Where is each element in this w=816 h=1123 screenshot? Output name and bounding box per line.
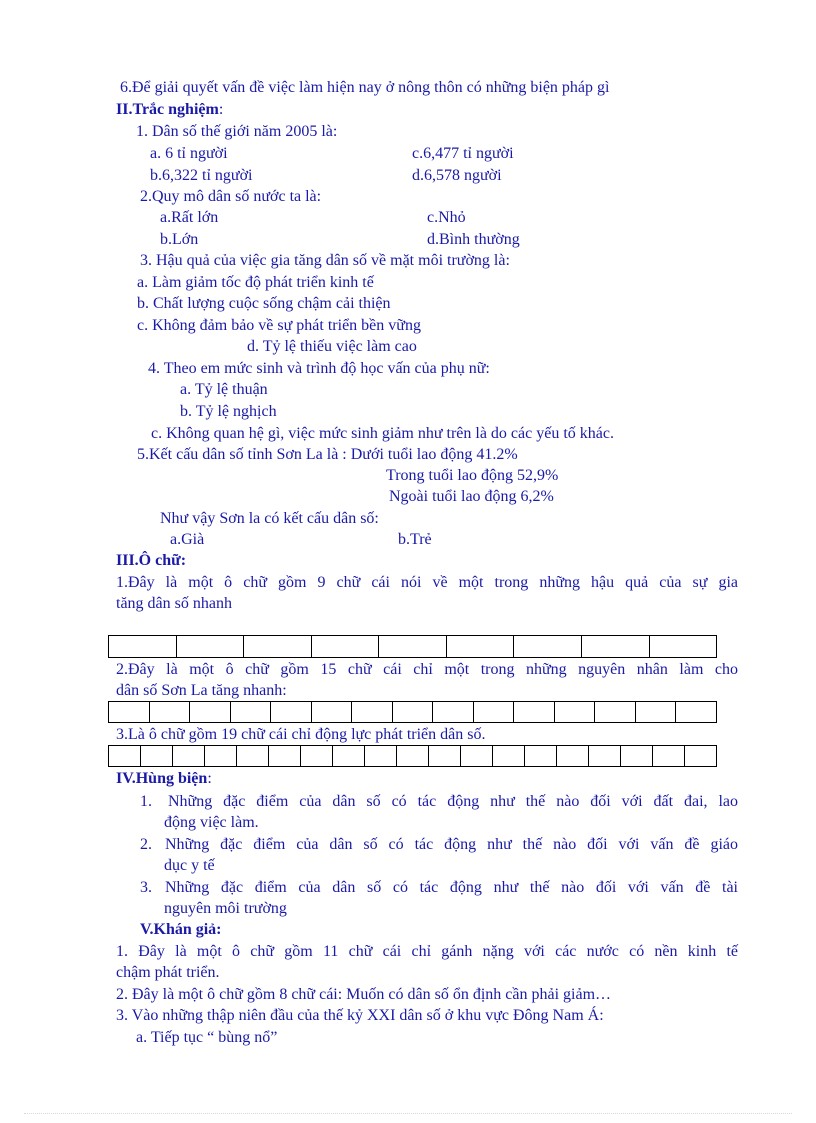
crossword-2-line-1: 2.Đây là một ô chữ gồm 15 chữ cái chỉ một trong những nguyên nhân làm cho	[116, 661, 738, 678]
mc2-option-c: c.Nhỏ	[427, 209, 466, 226]
section-2-colon: :	[218, 101, 224, 118]
crossword-cell[interactable]	[379, 636, 447, 657]
mc3-option-b: b. Chất lượng cuộc sống chậm cải thiện	[137, 295, 391, 312]
mc5-conclusion: Như vậy Sơn la có kết cấu dân số:	[160, 510, 379, 527]
mc1-option-a: a. 6 tỉ người	[150, 145, 228, 162]
crossword-cell[interactable]	[109, 636, 177, 657]
debate-3-line-1: Những đặc điểm của dân số có tác động như thế nào đối với vấn đề tài	[165, 879, 738, 896]
crossword-cell[interactable]	[301, 746, 333, 766]
crossword-cell[interactable]	[141, 746, 173, 766]
crossword-cell[interactable]	[514, 702, 555, 722]
debate-1-number: 1.	[140, 793, 152, 810]
crossword-cell[interactable]	[244, 636, 312, 657]
crossword-cell[interactable]	[557, 746, 589, 766]
mc1-option-c: c.6,477 tỉ người	[412, 145, 514, 162]
crossword-1-line-1: 1.Đây là một ô chữ gồm 9 chữ cái nói về một trong những hậu quả của sự gia	[116, 574, 738, 591]
section-4-heading	[116, 769, 212, 789]
mc2-option-a: a.Rất lớn	[160, 209, 219, 226]
audience-1-line-2: chậm phát triển.	[116, 964, 220, 981]
crossword-3-grid[interactable]	[108, 745, 717, 767]
mc3-question: 3. Hậu quả của việc gia tăng dân số về mặt môi trường là:	[140, 252, 510, 269]
section-4-title: IV.Hùng biện	[116, 770, 208, 787]
crossword-cell[interactable]	[231, 702, 272, 722]
crossword-2-line-2: dân số Sơn La tăng nhanh:	[116, 682, 287, 699]
crossword-cell[interactable]	[429, 746, 461, 766]
section-5-heading: V.Khán giả:	[140, 921, 222, 938]
crossword-cell[interactable]	[177, 636, 245, 657]
section-2-title: II.Trắc nghiệm	[116, 101, 219, 118]
crossword-cell[interactable]	[582, 636, 650, 657]
crossword-cell[interactable]	[433, 702, 474, 722]
section-2-heading	[116, 100, 223, 120]
debate-1-line-2: động việc làm.	[164, 814, 259, 831]
debate-1-line-1: Những đặc điểm của dân số có tác động như thế nào đối với đất đai, lao	[168, 793, 738, 810]
audience-2: 2. Đây là một ô chữ gồm 8 chữ cái: Muốn có dân số ổn định cần phải giảm…	[116, 986, 612, 1003]
mc3-option-a: a. Làm giảm tốc độ phát triển kinh tế	[137, 274, 374, 291]
mc2-option-d: d.Bình thường	[427, 231, 520, 248]
mc5-option-a: a.Già	[170, 531, 205, 548]
crossword-cell[interactable]	[461, 746, 493, 766]
crossword-cell[interactable]	[109, 746, 141, 766]
section-4-colon: :	[207, 770, 212, 787]
crossword-cell[interactable]	[447, 636, 515, 657]
crossword-cell[interactable]	[621, 746, 653, 766]
mc1-question: 1. Dân số thế giới năm 2005 là:	[136, 123, 338, 140]
mc2-option-b: b.Lớn	[160, 231, 199, 248]
crossword-cell[interactable]	[109, 702, 150, 722]
mc4-option-b: b. Tỷ lệ nghịch	[180, 403, 277, 420]
crossword-cell[interactable]	[237, 746, 269, 766]
mc1-option-d: d.6,578 người	[412, 167, 502, 184]
mc4-option-c: c. Không quan hệ gì, việc mức sinh giảm như trên là do các yếu tố khác.	[151, 425, 614, 442]
audience-3: 3. Vào những thập niên đầu của thế kỷ XXI dân số ở khu vực Đông Nam Á:	[116, 1007, 604, 1024]
crossword-1-grid[interactable]	[108, 635, 717, 658]
crossword-cell[interactable]	[190, 702, 231, 722]
crossword-cell[interactable]	[685, 746, 716, 766]
debate-2-number: 2.	[140, 836, 152, 853]
debate-2-line-1: Những đặc điểm của dân số có tác động như thế nào đối với vấn đề giáo	[165, 836, 738, 853]
crossword-cell[interactable]	[312, 636, 380, 657]
crossword-cell[interactable]	[589, 746, 621, 766]
question-6: 6.Để giải quyết vấn đề việc làm hiện nay ở nông thôn có những biện pháp gì	[120, 79, 610, 96]
mc3-option-c: c. Không đảm bảo về sự phát triển bền vững	[137, 317, 421, 334]
mc4-question: 4. Theo em mức sinh và trình độ học vấn của phụ nữ:	[148, 360, 490, 377]
crossword-cell[interactable]	[514, 636, 582, 657]
crossword-cell[interactable]	[493, 746, 525, 766]
mc4-option-a: a. Tỷ lệ thuận	[180, 381, 268, 398]
mc5-working-age: Trong tuổi lao động 52,9%	[386, 467, 559, 484]
crossword-cell[interactable]	[653, 746, 685, 766]
debate-3-line-2: nguyên môi trường	[164, 900, 287, 917]
mc1-option-b: b.6,322 tỉ người	[150, 167, 253, 184]
mc5-over-age: Ngoài tuổi lao động 6,2%	[389, 488, 554, 505]
crossword-cell[interactable]	[525, 746, 557, 766]
debate-2-line-2: dục y tế	[164, 857, 215, 874]
crossword-cell[interactable]	[205, 746, 237, 766]
crossword-cell[interactable]	[333, 746, 365, 766]
crossword-cell[interactable]	[269, 746, 301, 766]
mc5-option-b: b.Trẻ	[398, 531, 432, 548]
crossword-cell[interactable]	[676, 702, 716, 722]
mc5-question: 5.Kết cấu dân số tỉnh Sơn La là : Dưới tuổi lao động 41.2%	[137, 446, 518, 463]
audience-1-line-1: 1. Đây là một ô chữ gồm 11 chữ cái chỉ gánh nặng với các nước có nền kinh tế	[116, 943, 738, 960]
crossword-cell[interactable]	[474, 702, 515, 722]
crossword-cell[interactable]	[352, 702, 393, 722]
crossword-3-line-1: 3.Là ô chữ gồm 19 chữ cái chỉ động lực phát triển dân số.	[116, 726, 486, 743]
crossword-cell[interactable]	[312, 702, 353, 722]
crossword-cell[interactable]	[365, 746, 397, 766]
section-3-heading: III.Ô chữ:	[116, 552, 187, 569]
crossword-cell[interactable]	[636, 702, 677, 722]
crossword-cell[interactable]	[173, 746, 205, 766]
mc3-option-d: d. Tỷ lệ thiếu việc làm cao	[247, 338, 417, 355]
debate-3-number: 3.	[140, 879, 152, 896]
crossword-cell[interactable]	[150, 702, 191, 722]
crossword-cell[interactable]	[271, 702, 312, 722]
mc2-question: 2.Quy mô dân số nước ta là:	[140, 188, 322, 205]
crossword-1-line-2: tăng dân số nhanh	[116, 595, 232, 612]
crossword-cell[interactable]	[393, 702, 434, 722]
crossword-cell[interactable]	[650, 636, 717, 657]
crossword-cell[interactable]	[397, 746, 429, 766]
page-bottom-divider	[24, 1113, 792, 1114]
crossword-cell[interactable]	[595, 702, 636, 722]
audience-3-option-a: a. Tiếp tục “ bùng nổ”	[136, 1029, 278, 1046]
crossword-2-grid[interactable]	[108, 701, 717, 723]
crossword-cell[interactable]	[555, 702, 596, 722]
